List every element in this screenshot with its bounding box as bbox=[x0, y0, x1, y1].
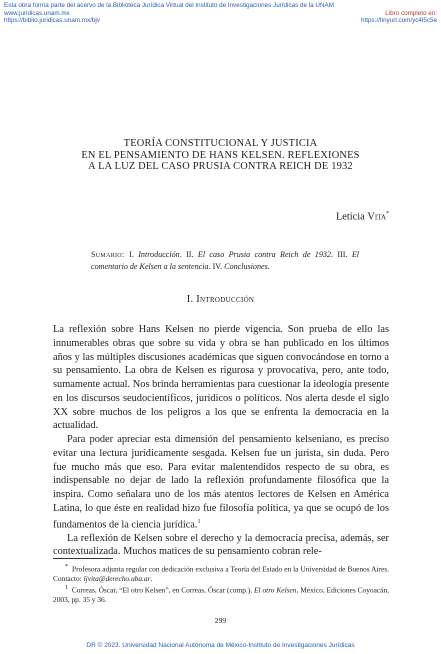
footnote-text: Correas, Óscar, “El otro Kelsen”, en Correas, Óscar (comp.), bbox=[71, 585, 254, 595]
footnote-divider bbox=[53, 558, 113, 559]
title-line: EN EL PENSAMIENTO DE HANS KELSEN. REFLEXIONES bbox=[81, 149, 360, 161]
paragraph: La reflexión sobre Hans Kelsen no pierde vigencia. Son prueba de ello las innumerables obras que sobre su vida y obra se han publicado en los últimos años y las múltiples discusiones académicas que siguen convocándose en torno a su pensamiento. La obra de Kelsen es rigurosa y provocativa, pero, ante todo, sumamente actual. Nos brinda herramientas para cuestionar la ideología presente en los discursos seudocientíficos, jurídicos o políticos. Nos alerta desde el siglo XX sobre muchos de los peligros a los que se enfrenta la democracia en la actualidad. bbox=[53, 324, 389, 432]
body-text bbox=[53, 323, 389, 559]
footnote-book-title: El otro Kelsen bbox=[253, 585, 297, 595]
title-line: A LA LUZ DEL CASO PRUSIA CONTRA REICH DE 1932 bbox=[88, 161, 353, 173]
summary-item: El comentario de Kelsen a la sentencia bbox=[91, 250, 360, 271]
summary-text: I. bbox=[129, 250, 139, 259]
footnote-text: . bbox=[150, 574, 153, 584]
summary-text: . bbox=[267, 262, 270, 271]
summary-item: El caso Prusia contra Reich de 1932 bbox=[197, 250, 331, 259]
footnote-mark: 1 bbox=[65, 584, 69, 591]
summary-text: . IV. bbox=[208, 262, 225, 271]
bjv-link[interactable]: https://biblio.juridicas.unam.mx/bjv bbox=[4, 17, 100, 25]
source-notice bbox=[4, 2, 334, 25]
juridicas-link[interactable]: www.juridicas.unam.mx bbox=[4, 9, 70, 17]
source-notice-line: Esta obra forma parte del acervo de la Biblioteca Jurídica Virtual del Instituto de Investigaciones Jurídicas de la UNAM bbox=[4, 2, 334, 9]
paragraph-text: Para poder apreciar esta dimensión del pensamiento kelseniano, es preciso evitar una lectura jurídicamente sesgada. Kelsen fue un jurista, sin duda. Pero fue mucho más que eso. Para evitar malentendidos respecto de su obra, es indispensable no dejar de lado la reflexión profundamente filosófica que la inspira. Como señalara uno de los más atentos lectores de Kelsen en América Latina, lo que éste en realidad hizo fue filosofía política, ya que se ocupó de los fundamentos de la ciencia jurídica. bbox=[53, 434, 389, 530]
footnote-email[interactable]: ljvita@derecho.uba.ar bbox=[83, 574, 151, 584]
author-family: Vita bbox=[367, 211, 386, 223]
full-book-notice bbox=[361, 10, 437, 25]
author-name bbox=[336, 211, 389, 222]
footnote-text: Profesora adjunta regular con dedicación exclusiva a Teoría del Estado en la Universidad de Buenos Aires. Contacto: bbox=[53, 564, 389, 584]
chapter-title bbox=[30, 138, 411, 173]
copyright-footer: DR © 2023. Universidad Nacional Autónoma de México-Instituto de Investigaciones Jurídicas bbox=[86, 642, 355, 649]
title-line: TEORÍA CONSTITUCIONAL Y JUSTICIA bbox=[123, 138, 318, 149]
summary bbox=[91, 249, 359, 273]
paragraph bbox=[53, 433, 389, 532]
paragraph: La reflexión de Kelsen sobre el derecho y la democracia precisa, además, ser contextualizada. Muchos matices de su pensamiento cobran rele- bbox=[53, 532, 389, 558]
footnotes bbox=[53, 563, 389, 604]
full-book-label: Libro completo en: bbox=[385, 9, 437, 17]
summary-text: . II. bbox=[179, 250, 198, 259]
footnote-mark: * bbox=[65, 564, 69, 570]
author-given: Leticia bbox=[335, 211, 368, 223]
footnote bbox=[53, 584, 389, 605]
full-book-link[interactable]: https://tinyurl.com/yc4l5c5e bbox=[361, 17, 437, 25]
footnote-text: , México, Ediciones Coyoacán, 2003, pp. 35 y 36. bbox=[53, 585, 389, 604]
summary-label: Sumario: bbox=[91, 250, 130, 259]
section-heading: I. Introducción bbox=[186, 294, 255, 305]
summary-text: . III. bbox=[330, 250, 352, 259]
page-number: 299 bbox=[214, 616, 227, 625]
summary-item: Conclusiones bbox=[224, 262, 268, 271]
summary-item: Introducción bbox=[138, 250, 180, 259]
footnote bbox=[53, 563, 389, 584]
author-note-mark[interactable]: * bbox=[386, 211, 389, 217]
footnote-ref[interactable]: 1 bbox=[197, 518, 201, 525]
